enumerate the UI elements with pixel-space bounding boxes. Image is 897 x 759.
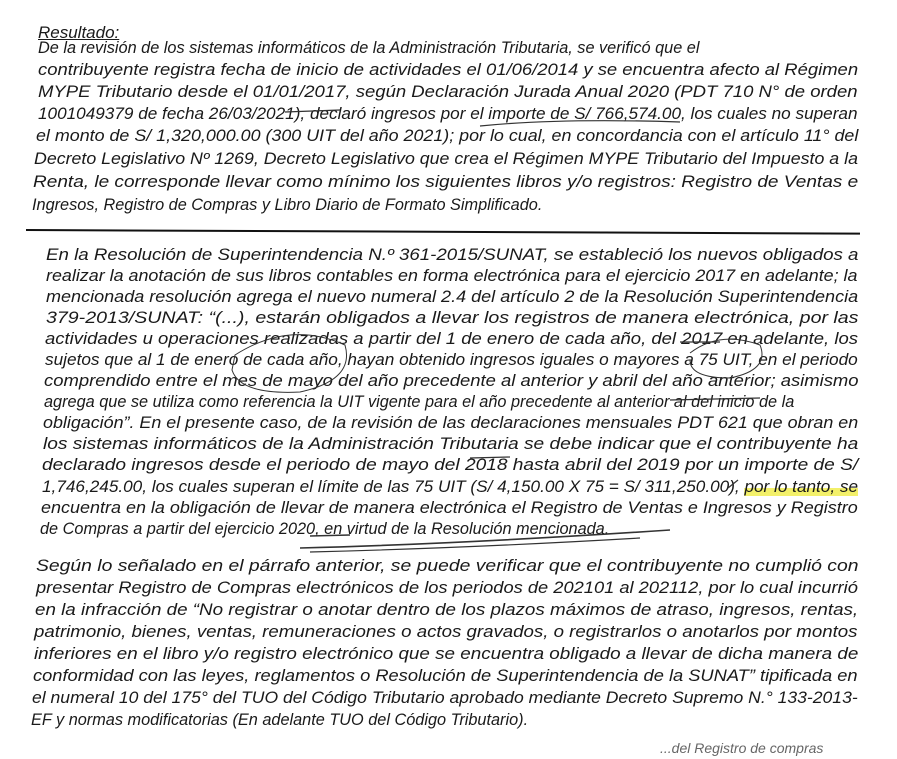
text-segment: 1,746,245.00, los cuales superan el límite de las 75 UIT (S/ 4,150.00 X 75 = S/ 311,250.00), bbox=[42, 478, 740, 496]
text-line: patrimonio, bienes, ventas, remuneraciones o actos gravados, o registrarlos o anotarlos por montos bbox=[34, 623, 858, 641]
text-line: 1001049379 de fecha 26/03/2021), declaró ingresos por el importe de S/ 766,574.00, los cuales no superan bbox=[38, 105, 858, 123]
pen-underline-resolucion-2 bbox=[310, 538, 640, 552]
text-line: Ingresos, Registro de Compras y Libro Diario de Formato Simplificado. bbox=[32, 196, 543, 214]
text-line: el monto de S/ 1,320,000.00 (300 UIT del año 2021); por lo cual, en concordancia con el artículo 11° del bbox=[36, 127, 859, 145]
text-line: MYPE Tributario desde el 01/01/2017, según Declaración Jurada Anual 2020 (PDT 710 N° de orden bbox=[38, 83, 858, 101]
text-line: En la Resolución de Superintendencia N.º 361-2015/SUNAT, se estableció los nuevos obligados a bbox=[46, 246, 859, 264]
text-line: conformidad con las leyes, reglamentos o Resolución de Superintendencia de la SUNAT” tipificada en bbox=[33, 667, 858, 685]
highlighted-text: por lo tanto, se bbox=[744, 478, 859, 496]
text-line: actividades u operaciones realizadas a partir del 1 de enero de cada año, del 2017 en adelante, los bbox=[45, 330, 858, 348]
text-line: Según lo señalado en el párrafo anterior, se puede verificar que el contribuyente no cumplió con bbox=[36, 557, 859, 575]
text-line: mencionada resolución agrega el nuevo numeral 2.4 del artículo 2 de la Resolución Superintendencia bbox=[46, 288, 859, 306]
text-line: agrega que se utiliza como referencia la UIT vigente para el año precedente al anterior al del inicio de la bbox=[44, 393, 795, 411]
text-line: declarado ingresos desde el periodo de mayo del 2018 hasta abril del 2019 por un importe de S/ bbox=[42, 456, 859, 474]
text-line: Renta, le corresponde llevar como mínimo los siguientes libros y/o registros: Registro de Ventas e bbox=[33, 173, 859, 191]
text-line: presentar Registro de Compras electrónicos de los periodos de 202101 al 202112, por lo cual incurrió bbox=[36, 579, 858, 597]
text-line: contribuyente registra fecha de inicio de actividades el 01/06/2014 y se encuentra afecto al Régimen bbox=[38, 61, 859, 79]
cutoff-text-line: ...del Registro de compras bbox=[660, 740, 824, 756]
text-line: EF y normas modificatorias (En adelante TUO del Código Tributario). bbox=[31, 711, 529, 729]
text-line: De la revisión de los sistemas informáticos de la Administración Tributaria, se verificó que el bbox=[38, 39, 700, 57]
text-line: en la infracción de “No registrar o anotar dentro de los plazos máximos de atraso, ingresos, rentas, bbox=[35, 601, 859, 619]
text-line: Decreto Legislativo Nº 1269, Decreto Legislativo que crea el Régimen MYPE Tributario del Impuesto a la bbox=[34, 150, 858, 168]
section-divider bbox=[26, 229, 860, 235]
text-line: los sistemas informáticos de la Administración Tributaria se debe indicar que el contribuyente ha bbox=[43, 435, 859, 453]
text-line: 379-2013/SUNAT: “(...), estarán obligados a llevar los registros de manera electrónica, por las bbox=[46, 309, 859, 327]
text-line: realizar la anotación de sus libros contables en forma electrónica para el ejercicio 2017 en adelante; la bbox=[46, 267, 858, 285]
text-line: de Compras a partir del ejercicio 2020, en virtud de la Resolución mencionada. bbox=[40, 520, 610, 538]
text-line: inferiores en el libro y/o registro electrónico que se encuentra obligado a llevar de dicha manera de bbox=[34, 645, 859, 663]
text-line: el numeral 10 del 175° del TUO del Código Tributario aprobado mediante Decreto Supremo N.° 133-2013- bbox=[32, 689, 858, 707]
section-title-resultado: Resultado: bbox=[38, 23, 120, 42]
text-line: sujetos que al 1 de enero de cada año, hayan obtenido ingresos iguales o mayores a 75 UIT, en el periodo bbox=[45, 351, 858, 369]
text-line: obligación”. En el presente caso, de la revisión de las declaraciones mensuales PDT 621 que obran en bbox=[43, 414, 859, 432]
text-line-with-highlight bbox=[42, 477, 858, 497]
text-line: encuentra en la obligación de llevar de manera electrónica el Registro de Ventas e Ingresos y Registro bbox=[41, 499, 858, 517]
text-line: comprendido entre el mes de mayo del año precedente al anterior y abril del año anterior; asimismo bbox=[44, 372, 859, 390]
